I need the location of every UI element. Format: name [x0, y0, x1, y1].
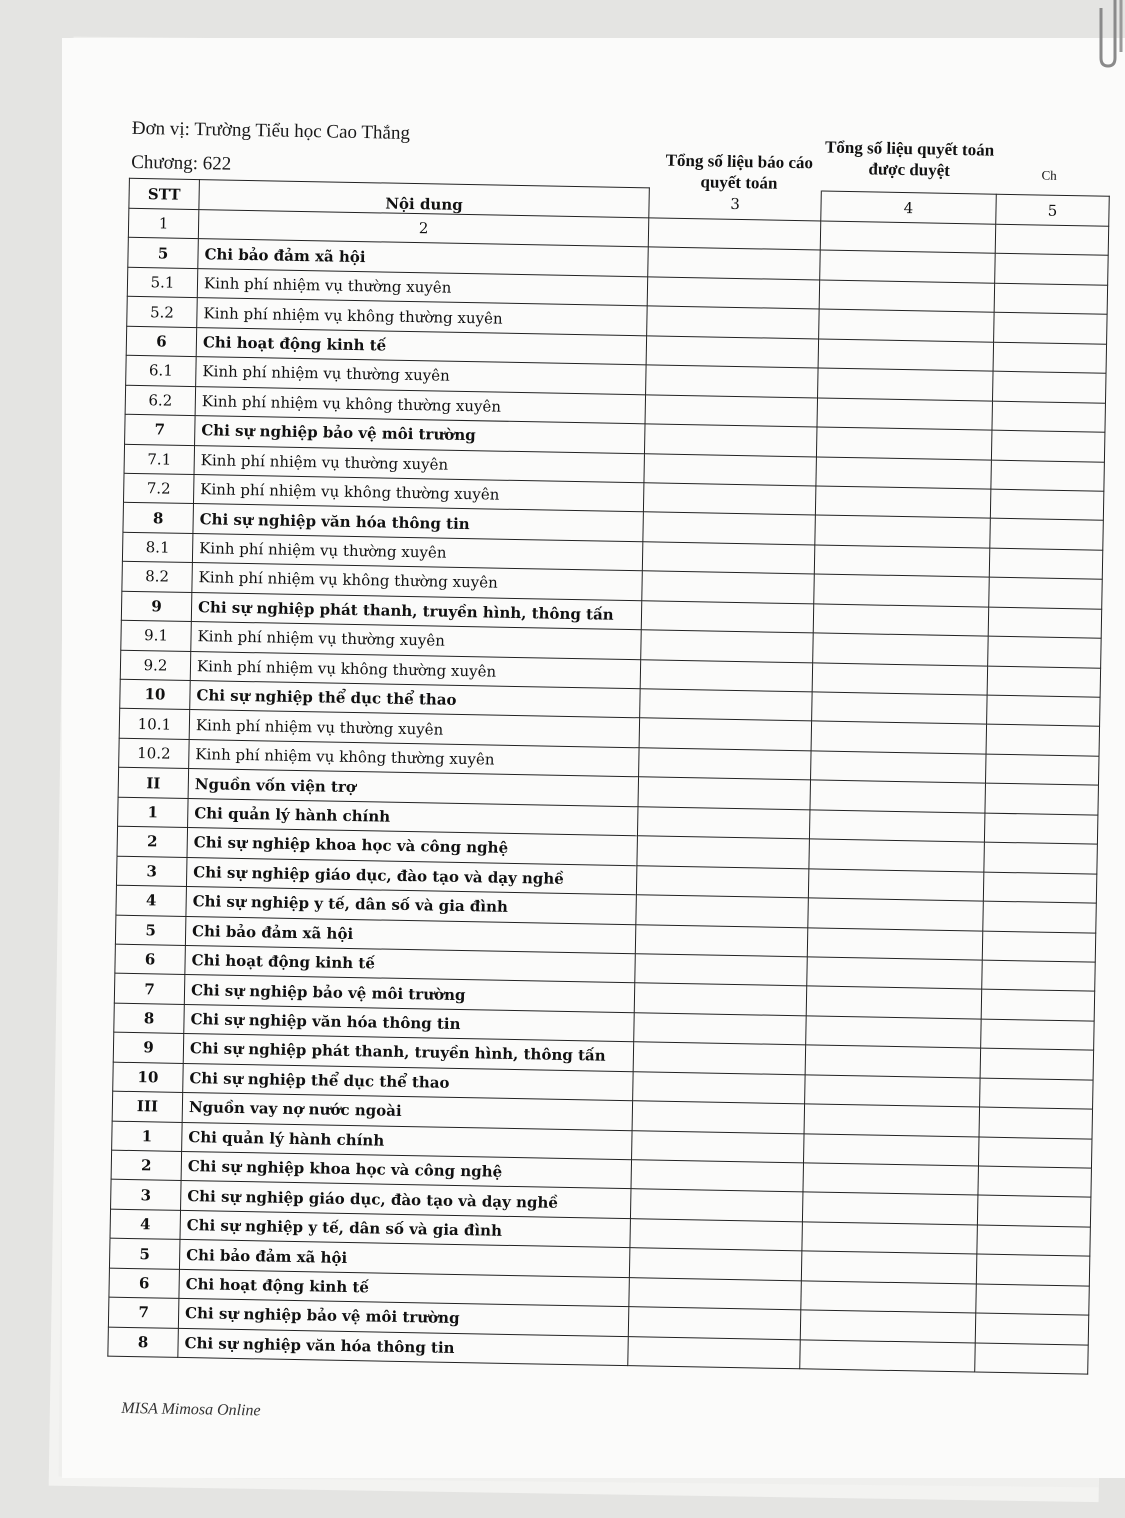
row-stt: 2 — [111, 1150, 182, 1181]
table-cell — [991, 460, 1105, 492]
row-stt: 10.2 — [119, 738, 190, 769]
table-cell — [978, 1137, 1092, 1169]
table-cell — [987, 695, 1101, 727]
table-cell — [980, 1048, 1094, 1080]
row-stt: 6 — [109, 1268, 180, 1299]
row-stt: 4 — [116, 885, 187, 916]
row-label: Chi sự nghiệp khoa học và công nghệ — [187, 828, 637, 866]
column-header-reported: Tổng số liệu báo cáo quyết toán — [665, 150, 814, 193]
table-cell — [977, 1225, 1091, 1257]
row-stt: 10.1 — [119, 709, 190, 740]
table-cell — [812, 662, 988, 695]
row-stt: 6.2 — [125, 385, 196, 416]
table-cell — [989, 577, 1103, 609]
row-label: Kinh phí nhiệm vụ thường xuyên — [194, 445, 644, 483]
row-stt: 9.1 — [121, 620, 192, 651]
table-cell — [980, 1078, 1094, 1110]
row-label: Chi sự nghiệp bảo vệ môi trường — [195, 416, 645, 454]
table-cell — [816, 427, 992, 460]
table-cell — [646, 365, 819, 398]
row-label: Nguồn vay nợ nước ngoài — [182, 1093, 632, 1131]
table-cell — [990, 519, 1104, 551]
column-number-col5: 5 — [996, 194, 1110, 226]
table-cell — [975, 1343, 1089, 1375]
row-label: Chi sự nghiệp phát thanh, truyền hình, thông tấn — [183, 1034, 633, 1072]
table-cell — [993, 342, 1107, 374]
row-stt: 8 — [123, 503, 194, 534]
row-stt: 5 — [128, 238, 199, 269]
table-cell — [813, 604, 989, 637]
table-cell — [810, 780, 986, 813]
table-cell — [635, 924, 808, 957]
row-label: Kinh phí nhiệm vụ thường xuyên — [196, 357, 646, 395]
table-cell — [640, 689, 813, 722]
row-label: Chi quản lý hành chính — [188, 798, 638, 836]
footer-software-name: MISA Mimosa Online — [121, 1399, 261, 1420]
table-cell — [634, 1013, 807, 1046]
table-cell — [813, 633, 989, 666]
table-cell — [629, 1277, 802, 1310]
row-label: Chi sự nghiệp khoa học và công nghệ — [181, 1151, 631, 1189]
table-cell — [648, 218, 821, 251]
table-cell — [805, 1045, 981, 1078]
table-cell — [984, 842, 1098, 874]
table-cell — [987, 666, 1101, 698]
column-number-stt: 1 — [128, 208, 199, 239]
row-stt: 2 — [117, 826, 188, 857]
table-cell — [812, 692, 988, 725]
row-label: Chi bảo đảm xã hội — [179, 1240, 629, 1278]
row-stt: 9 — [121, 591, 192, 622]
table-cell — [976, 1254, 1090, 1286]
row-label: Chi sự nghiệp văn hóa thông tin — [178, 1328, 628, 1366]
table-cell — [633, 1042, 806, 1075]
table-cell — [643, 483, 816, 516]
table-cell — [801, 1251, 977, 1284]
row-stt: 7 — [108, 1297, 179, 1328]
row-stt: 6 — [126, 326, 197, 357]
row-stt: 6 — [115, 944, 186, 975]
row-stt: 1 — [118, 797, 189, 828]
row-stt: 7.2 — [123, 473, 194, 504]
row-label: Chi sự nghiệp thể dục thể thao — [190, 681, 640, 719]
row-stt: III — [112, 1091, 183, 1122]
table-cell — [647, 277, 820, 310]
table-cell — [629, 1248, 802, 1281]
row-label: Chi bảo đảm xã hội — [185, 916, 635, 954]
table-cell — [801, 1281, 977, 1314]
row-stt: 8.1 — [122, 532, 193, 563]
row-stt: 4 — [110, 1209, 181, 1240]
table-cell — [808, 869, 984, 902]
table-cell — [647, 306, 820, 339]
table-cell — [979, 1107, 1093, 1139]
table-cell — [631, 1160, 804, 1193]
table-cell — [639, 748, 812, 781]
row-label: Chi sự nghiệp giáo dục, đào tạo và dạy nghề — [181, 1181, 631, 1219]
table-cell — [645, 394, 818, 427]
column-header-col5: Ch — [1041, 167, 1057, 183]
table-cell — [818, 339, 994, 372]
table-cell — [976, 1284, 1090, 1316]
table-cell — [640, 659, 813, 692]
row-stt: 7 — [125, 414, 196, 445]
row-stt: 8 — [108, 1327, 179, 1358]
table-cell — [809, 810, 985, 843]
column-number-approved: 4 — [821, 191, 997, 224]
table-cell — [820, 250, 996, 283]
row-stt: 9 — [113, 1032, 184, 1063]
table-cell — [802, 1192, 978, 1225]
row-stt: 9.2 — [120, 650, 191, 681]
table-cell — [982, 960, 1096, 992]
table-cell — [989, 548, 1103, 580]
table-cell — [978, 1166, 1092, 1198]
table-cell — [983, 872, 1097, 904]
table-cell — [637, 836, 810, 869]
table-cell — [815, 515, 991, 548]
settlement-table — [107, 178, 1109, 1375]
row-label: Kinh phí nhiệm vụ không thường xuyên — [189, 739, 639, 777]
row-label: Chi hoạt động kinh tế — [185, 945, 635, 983]
row-stt: 10 — [113, 1062, 184, 1093]
row-label: Chi bảo đảm xã hội — [198, 239, 648, 277]
table-cell — [802, 1222, 978, 1255]
table-cell — [981, 989, 1095, 1021]
chapter-code: Chương: 622 — [131, 151, 232, 175]
row-label: Kinh phí nhiệm vụ không thường xuyên — [192, 563, 642, 601]
row-label: Kinh phí nhiệm vụ không thường xuyên — [190, 651, 640, 689]
table-cell — [637, 806, 810, 839]
table-cell — [818, 368, 994, 401]
table-cell — [990, 489, 1104, 521]
table-cell — [815, 486, 991, 519]
table-cell — [811, 751, 987, 784]
column-header-stt: STT — [129, 178, 200, 209]
column-number-content: 2 — [198, 210, 648, 248]
table-cell — [992, 401, 1106, 433]
row-stt: 8 — [114, 1003, 185, 1034]
table-cell — [988, 607, 1102, 639]
table-cell — [988, 636, 1102, 668]
table-cell — [992, 371, 1106, 403]
row-label: Chi sự nghiệp văn hóa thông tin — [184, 1004, 634, 1042]
table-cell — [642, 571, 815, 604]
row-label: Kinh phí nhiệm vụ thường xuyên — [191, 622, 641, 660]
table-cell — [817, 398, 993, 431]
table-cell — [643, 512, 816, 545]
table-cell — [982, 931, 1096, 963]
table-cell — [819, 309, 995, 342]
table-cell — [984, 813, 1098, 845]
row-stt: 5 — [109, 1238, 180, 1269]
table-cell — [816, 456, 992, 489]
row-stt: 7 — [114, 974, 185, 1005]
table-cell — [975, 1313, 1089, 1345]
table-cell — [644, 424, 817, 457]
row-stt: 3 — [116, 856, 187, 887]
table-cell — [811, 721, 987, 754]
table-cell — [800, 1339, 976, 1372]
row-label: Chi sự nghiệp phát thanh, truyền hình, thông tấn — [191, 592, 641, 630]
table-cell — [646, 336, 819, 369]
row-label: Chi sự nghiệp y tế, dân số và gia đình — [180, 1210, 630, 1248]
table-cell — [635, 954, 808, 987]
table-cell — [639, 718, 812, 751]
row-stt: 10 — [120, 679, 191, 710]
table-cell — [630, 1219, 803, 1252]
table-cell — [628, 1307, 801, 1340]
table-cell — [800, 1310, 976, 1343]
row-stt: 7.1 — [124, 444, 195, 475]
table-cell — [995, 254, 1109, 286]
table-cell — [991, 430, 1105, 462]
row-stt: 6.1 — [126, 355, 197, 386]
table-cell — [806, 986, 982, 1019]
table-cell — [642, 542, 815, 575]
row-label: Chi sự nghiệp thể dục thể thao — [183, 1063, 633, 1101]
table-cell — [977, 1195, 1091, 1227]
table-cell — [820, 221, 996, 254]
row-label: Chi hoạt động kinh tế — [196, 327, 646, 365]
table-cell — [819, 280, 995, 313]
table-cell — [804, 1133, 980, 1166]
row-label: Chi hoạt động kinh tế — [179, 1269, 629, 1307]
row-label: Chi sự nghiệp bảo vệ môi trường — [184, 975, 634, 1013]
table-cell — [814, 545, 990, 578]
table-cell — [644, 453, 817, 486]
table-cell — [807, 927, 983, 960]
row-label: Chi sự nghiệp giáo dục, đào tạo và dạy nghề — [186, 857, 636, 895]
column-header-content: Nội dung — [199, 180, 649, 218]
table-cell — [806, 1016, 982, 1049]
unit-name: Đơn vị: Trường Tiểu học Cao Thắng — [131, 117, 411, 144]
row-stt: 3 — [111, 1180, 182, 1211]
table-cell — [814, 574, 990, 607]
row-label: Kinh phí nhiệm vụ thường xuyên — [189, 710, 639, 748]
row-label: Kinh phí nhiệm vụ không thường xuyên — [195, 386, 645, 424]
table-cell — [994, 312, 1108, 344]
row-label: Kinh phí nhiệm vụ không thường xuyên — [193, 474, 643, 512]
row-label: Nguồn vốn viện trợ — [188, 769, 638, 807]
row-stt: II — [118, 768, 189, 799]
table-cell — [633, 1071, 806, 1104]
table-cell — [803, 1163, 979, 1196]
row-label: Kinh phí nhiệm vụ thường xuyên — [192, 533, 642, 571]
row-stt: 5 — [115, 915, 186, 946]
table-cell — [995, 224, 1109, 256]
row-stt: 8.2 — [122, 562, 193, 593]
row-stt: 1 — [112, 1121, 183, 1152]
table-cell — [804, 1104, 980, 1137]
row-label: Chi sự nghiệp y tế, dân số và gia đình — [186, 887, 636, 925]
row-label: Chi sự nghiệp bảo vệ môi trường — [178, 1299, 628, 1337]
table-cell — [632, 1101, 805, 1134]
table-cell — [805, 1075, 981, 1108]
table-cell — [985, 754, 1099, 786]
table-cell — [983, 901, 1097, 933]
table-cell — [986, 725, 1100, 757]
row-stt: 5.1 — [127, 267, 198, 298]
row-label: Kinh phí nhiệm vụ thường xuyên — [197, 268, 647, 306]
row-stt: 5.2 — [127, 297, 198, 328]
table-cell — [808, 898, 984, 931]
table-cell — [634, 983, 807, 1016]
table-cell — [641, 630, 814, 663]
column-number-reported: 3 — [649, 188, 822, 221]
table-cell — [638, 777, 811, 810]
table-cell — [641, 600, 814, 633]
table-body — [108, 238, 1108, 1374]
table-cell — [648, 247, 821, 280]
table-cell — [636, 895, 809, 928]
table-cell — [985, 783, 1099, 815]
table-cell — [981, 1019, 1095, 1051]
table-cell — [807, 957, 983, 990]
table-cell — [809, 839, 985, 872]
row-label: Chi quản lý hành chính — [182, 1122, 632, 1160]
column-header-approved: Tổng số liệu quyết toán được duyệt — [824, 137, 995, 180]
row-label: Kinh phí nhiệm vụ không thường xuyên — [197, 298, 647, 336]
row-label: Chi sự nghiệp văn hóa thông tin — [193, 504, 643, 542]
table-cell — [630, 1189, 803, 1222]
table-cell — [636, 865, 809, 898]
table-cell — [994, 283, 1108, 315]
table-cell — [628, 1336, 801, 1369]
table-cell — [632, 1130, 805, 1163]
